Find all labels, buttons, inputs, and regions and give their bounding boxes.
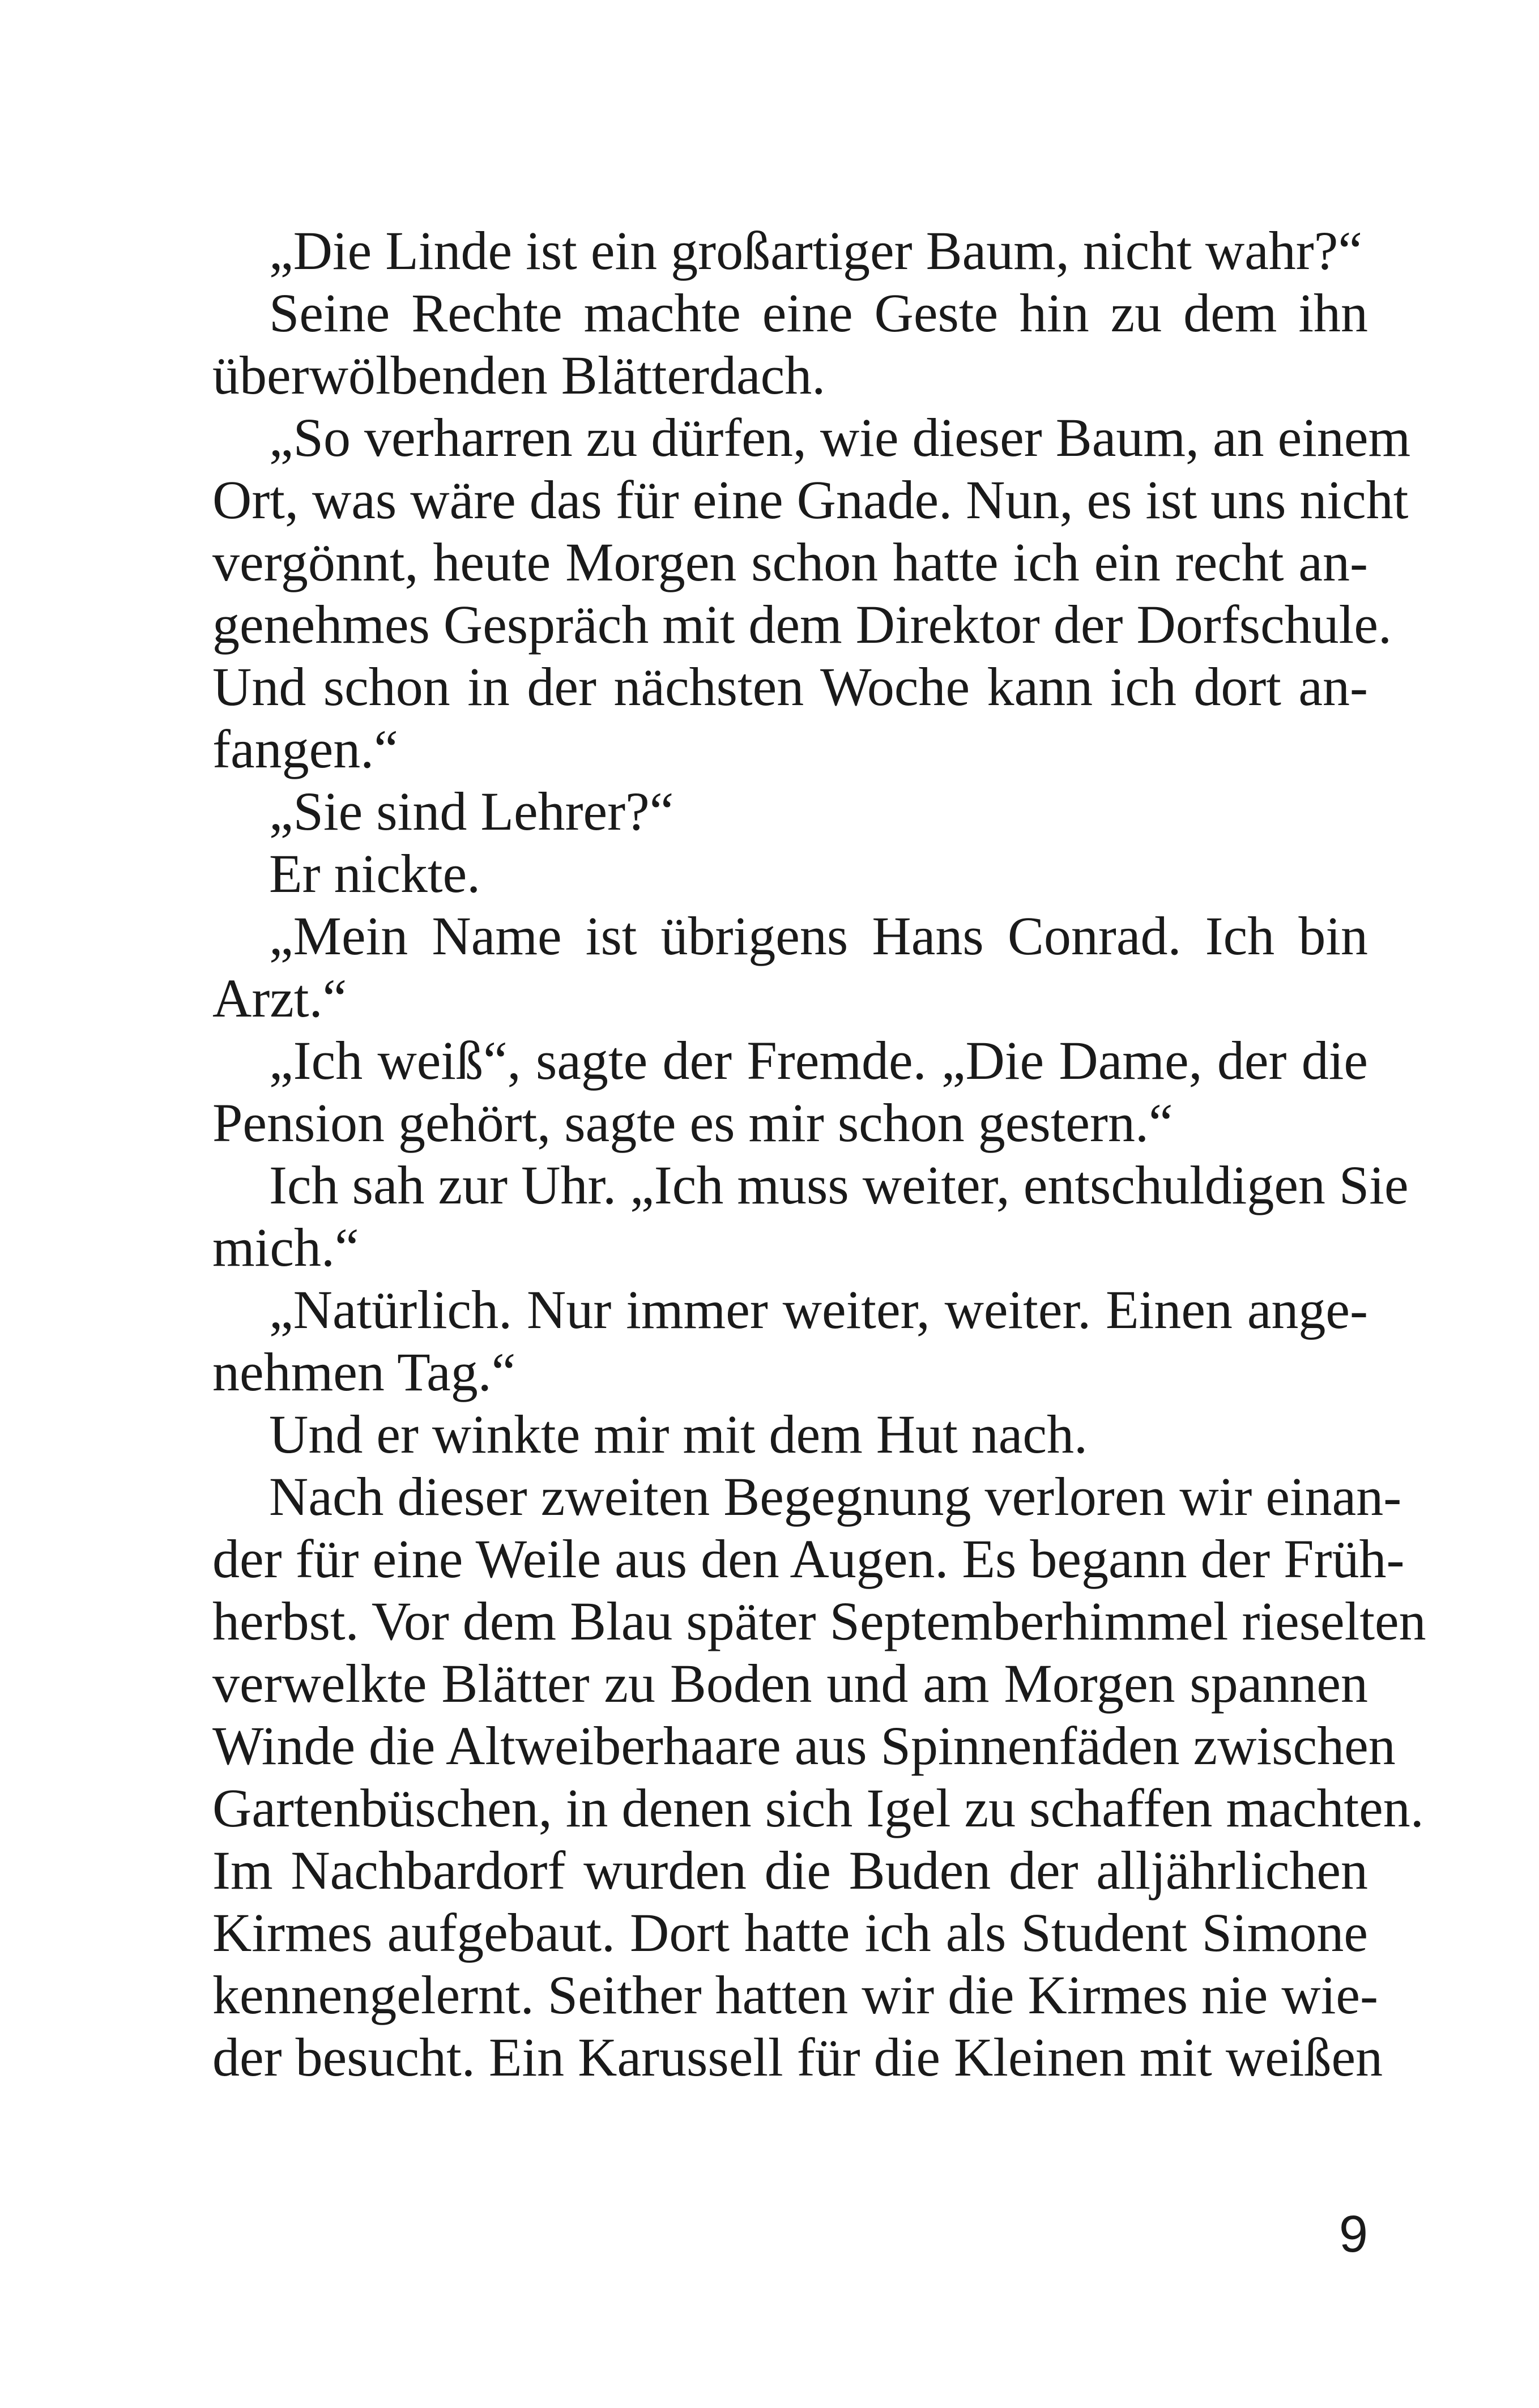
text-line: Und er winkte mir mit dem Hut nach. (269, 1404, 1088, 1465)
text-line: Kirmes aufgebaut. Dort hatte ich als Student Simone (212, 1902, 1368, 1963)
text-line: Ich sah zur Uhr. „Ich muss weiter, entschuldigen Sie (269, 1155, 1409, 1215)
page-number: 9 (1338, 2205, 1368, 2263)
text-line: der für eine Weile aus den Augen. Es begann der Früh- (212, 1529, 1405, 1589)
text-line: Im Nachbardorf wurden die Buden der alljährlichen (212, 1840, 1368, 1901)
text-line: „So verharren zu dürfen, wie dieser Baum, an einem (269, 407, 1411, 468)
text-line: der besucht. Ein Karussell für die Kleinen mit weißen (212, 2027, 1383, 2087)
text-line: nehmen Tag.“ (212, 1342, 516, 1402)
text-line: kennengelernt. Seither hatten wir die Kirmes nie wie- (212, 1965, 1378, 2025)
text-line: Und schon in der nächsten Woche kann ich dort an- (212, 656, 1368, 717)
text-line: überwölbenden Blätterdach. (212, 345, 826, 405)
text-line: fangen.“ (212, 719, 398, 779)
text-line: Seine Rechte machte eine Geste hin zu dem ihn (269, 283, 1368, 343)
text-line: „Ich weiß“, sagte der Fremde. „Die Dame, der die (269, 1030, 1368, 1091)
text-line: genehmes Gespräch mit dem Direktor der Dorfschule. (212, 594, 1392, 655)
text-line: „Mein Name ist übrigens Hans Conrad. Ich bin (269, 906, 1368, 966)
text-line: Er nickte. (269, 843, 481, 904)
text-line: vergönnt, heute Morgen schon hatte ich ein recht an- (212, 532, 1368, 592)
text-line: Gartenbüschen, in denen sich Igel zu schaffen machten. (212, 1778, 1424, 1838)
text-line: herbst. Vor dem Blau später Septemberhimmel rieselten (212, 1591, 1426, 1651)
text-line: Arzt.“ (212, 968, 347, 1028)
text-line: mich.“ (212, 1217, 359, 1278)
text-line: „Die Linde ist ein großartiger Baum, nicht wahr?“ (269, 220, 1362, 281)
text-line: Nach dieser zweiten Begegnung verloren wir einan- (269, 1466, 1402, 1527)
text-line: „Natürlich. Nur immer weiter, weiter. Einen ange- (269, 1279, 1368, 1340)
text-line: „Sie sind Lehrer?“ (269, 781, 674, 842)
text-line: Winde die Altweiberhaare aus Spinnenfäden zwischen (212, 1715, 1396, 1776)
text-line: verwelkte Blätter zu Boden und am Morgen spannen (212, 1653, 1368, 1714)
text-line: Pension gehört, sagte es mir schon gestern.“ (212, 1092, 1173, 1153)
text-line: Ort, was wäre das für eine Gnade. Nun, es ist uns nicht (212, 469, 1409, 530)
